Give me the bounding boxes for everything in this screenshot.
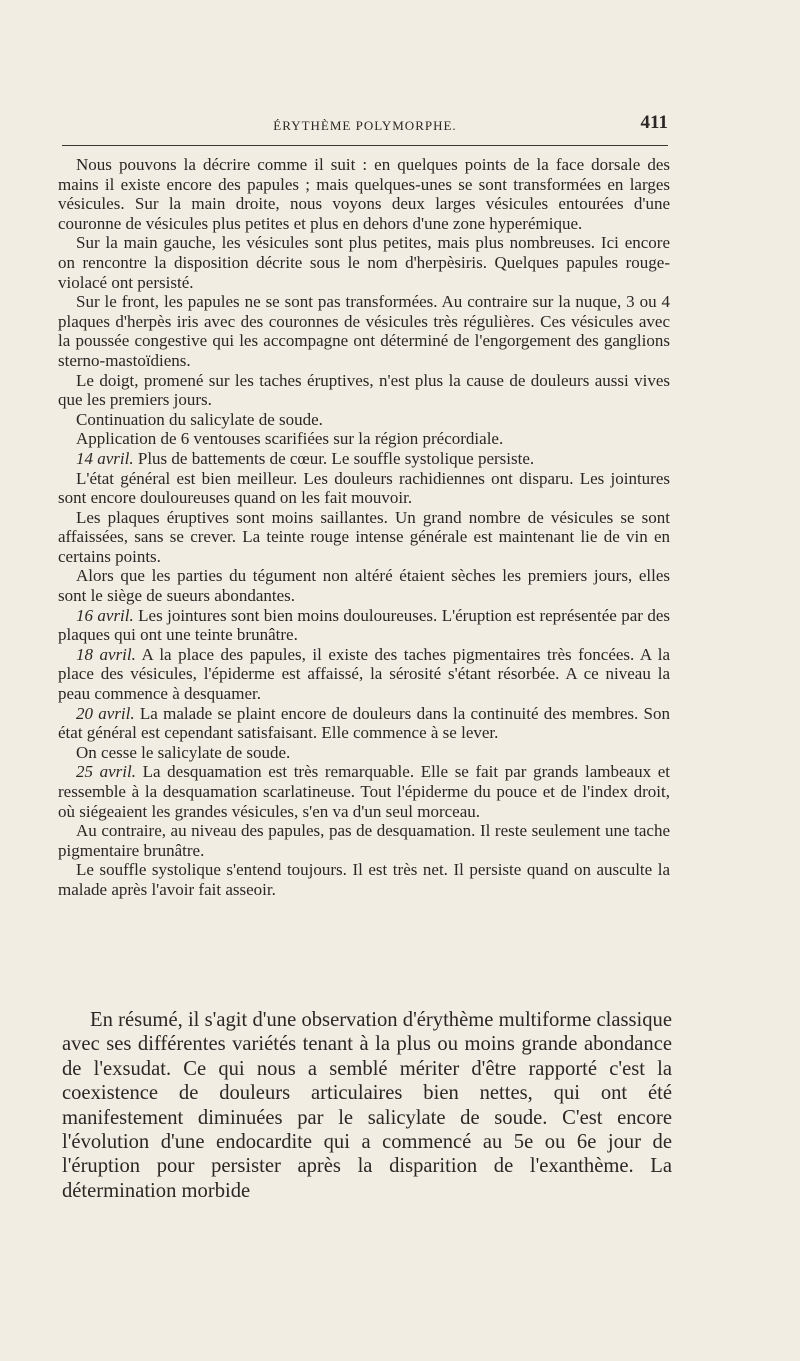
- paragraph-text: Les jointures sont bien moins douloureuses. L'éruption est représentée par des plaques qui ont une teinte brunâtre.: [58, 605, 671, 645]
- paragraph-text: Le doigt, promené sur les taches éruptives, n'est plus la cause de douleurs aussi vives que les premiers jours.: [58, 370, 670, 410]
- observation-paragraph: [58, 704, 670, 743]
- observation-paragraph: [58, 743, 670, 763]
- paragraph-text: Plus de battements de cœur. Le souffle systolique persiste.: [133, 448, 535, 468]
- observation-paragraph: [58, 233, 670, 292]
- observation-paragraph: [58, 429, 670, 449]
- paragraph-text: Nous pouvons la décrire comme il suit : en quelques points de la face dorsale des mains il existe encore des papules ; mais quelques-unes se sont transformées en larges vésicules. Sur la main droite, nous voyons deux larges vésicules entourées d'une couronne de vésicules plus petites et plus en dehors d'une zone hyperémique.: [58, 155, 670, 233]
- paragraph-text: Le souffle systolique s'entend toujours. Il est très net. Il persiste quand on ausculte la malade après l'avoir fait asseoir.: [58, 860, 670, 899]
- observation-paragraph: [58, 860, 670, 899]
- entry-date: 25 avril.: [76, 762, 136, 782]
- paragraph-text: Continuation du salicylate de soude.: [76, 409, 323, 429]
- observation-paragraph: [58, 469, 670, 508]
- observation-paragraph: [58, 821, 670, 860]
- paragraph-text: A la place des papules, il existe des taches pigmentaires très foncées. A la place des vésicules, l'épiderme est affaissé, la sérosité s'étant résorbée. A ce niveau la peau commence à desquamer.: [58, 644, 671, 704]
- observation-paragraph: [58, 292, 670, 370]
- summary-text: [62, 1008, 672, 1203]
- entry-date: 18 avril.: [76, 644, 136, 664]
- paragraph-text: La desquamation est très remarquable. Elle se fait par grands lambeaux et ressemble à la desquamation scarlatineuse. Tout l'épiderme du pouce et de l'index droit, où siégeaient les grandes vésicules, s'en va d'un seul morceau.: [58, 762, 670, 821]
- paragraph-text: Les plaques éruptives sont moins saillantes. Un grand nombre de vésicules se sont affaissées, sans se crever. La teinte rouge intense générale est maintenant lie de vin en certains points.: [58, 507, 670, 566]
- observation-paragraph: [58, 762, 670, 821]
- paragraph-text: Sur le front, les papules ne se sont pas transformées. Au contraire sur la nuque, 3 ou 4 plaques d'herpès iris avec des couronnes de vésicules très régulières. Ces vésicules avec la poussée congestive qui les accompagne ont déterminé de l'engorgement des ganglions sterno-mastoïdiens.: [58, 292, 670, 370]
- paragraph-text: La malade se plaint encore de douleurs dans la continuité des membres. Son état général est cependant satisfaisant. Elle commence à se lever.: [58, 703, 671, 743]
- paragraph-text: Au contraire, au niveau des papules, pas de desquamation. Il reste seulement une tache pigmentaire brunâtre.: [58, 821, 670, 860]
- paragraph-text: Application de 6 ventouses scarifiées sur la région précordiale.: [76, 429, 504, 449]
- observation-text: [58, 155, 670, 900]
- entry-date: 20 avril.: [76, 703, 135, 723]
- observation-paragraph: [58, 566, 670, 605]
- page-number: 411: [640, 112, 668, 133]
- observation-paragraph: [58, 155, 670, 233]
- observation-paragraph: [58, 645, 670, 704]
- observation-paragraph: [58, 508, 670, 567]
- paragraph-text: Sur la main gauche, les vésicules sont plus petites, mais plus nombreuses. Ici encore on rencontre la disposition décrite sous le nom d'herpèsiris. Quelques papules rouge-violacé ont persisté.: [58, 233, 670, 292]
- running-title: ÉRYTHÈME POLYMORPHE.: [273, 118, 457, 133]
- entry-date: 16 avril.: [76, 605, 134, 625]
- observation-paragraph: [58, 371, 670, 410]
- paragraph-text: On cesse le salicylate de soude.: [76, 742, 291, 762]
- paragraph-text: L'état général est bien meilleur. Les douleurs rachidiennes ont disparu. Les jointures sont encore douloureuses quand on les fait mouvoir.: [58, 468, 670, 508]
- entry-date: 14 avril.: [76, 448, 134, 468]
- observation-paragraph: [58, 606, 670, 645]
- observation-paragraph: [58, 449, 670, 469]
- header-rule: [62, 145, 668, 146]
- page-header: [62, 112, 668, 136]
- paragraph-text: Alors que les parties du tégument non altéré étaient sèches les premiers jours, elles sont le siège de sueurs abondantes.: [58, 566, 670, 606]
- summary-paragraph: En résumé, il s'agit d'une observation d'érythème multiforme classique avec ses différentes variétés tenant à la plus ou moins grande abondance de l'exsudat. Ce qui nous a semblé mériter d'être rapporté c'est la coexistence de douleurs articulaires bien nettes, qui ont été manifestement diminuées par le salicylate de soude. C'est encore l'évolution d'une endocardite qui a commencé au 5e ou 6e jour de l'éruption pour persister après la disparition de l'exanthème. La détermination morbide: [62, 1009, 672, 1202]
- observation-paragraph: [58, 410, 670, 430]
